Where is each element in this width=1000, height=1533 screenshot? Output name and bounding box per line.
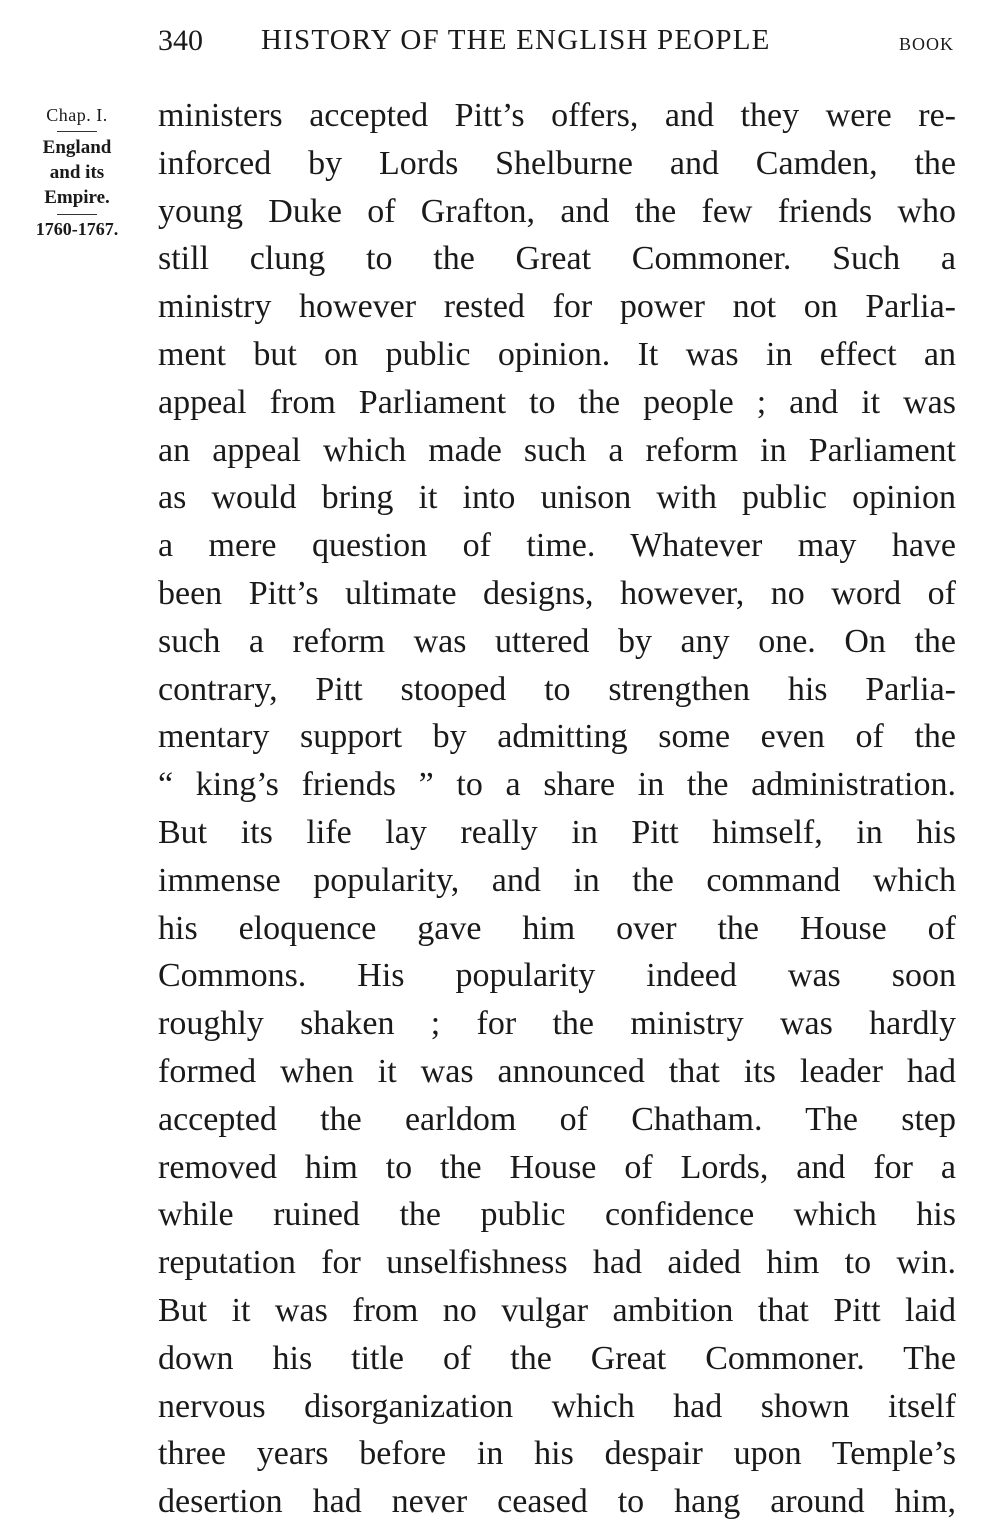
date-range: 1760-1767. bbox=[35, 219, 119, 239]
page-number: 340 bbox=[158, 24, 203, 57]
section-title-line-3: Empire. bbox=[44, 187, 110, 208]
page-header bbox=[158, 22, 958, 62]
text-line: a mere question of time. Whatever may have bbox=[158, 527, 956, 565]
text-line: accepted the earldom of Chatham. The step bbox=[158, 1100, 956, 1138]
text-line: But it was from no vulgar ambition that Pitt laid bbox=[158, 1291, 956, 1329]
margin-rule bbox=[57, 214, 97, 215]
book-label: BOOK bbox=[898, 34, 954, 54]
section-title-line-2: and its bbox=[49, 162, 105, 183]
text-line: ministers accepted Pitt’s offers, and they were re- bbox=[158, 97, 956, 134]
text-line: contrary, Pitt stooped to strengthen his Parlia- bbox=[158, 670, 956, 708]
text-line: while ruined the public confidence which his bbox=[158, 1196, 956, 1234]
text-line: “ king’s friends ” to a share in the administration. bbox=[158, 766, 956, 804]
text-line: immense popularity, and in the command which bbox=[158, 861, 956, 899]
chapter-label: Chap. I. bbox=[46, 105, 108, 125]
text-line: nervous disorganization which had shown itself bbox=[158, 1387, 956, 1425]
text-line: formed when it was announced that its leader had bbox=[158, 1052, 956, 1090]
text-line: young Duke of Grafton, and the few friends who bbox=[158, 192, 956, 230]
margin-rule bbox=[57, 131, 97, 132]
body-text bbox=[158, 92, 956, 1526]
text-line: desertion had never ceased to hang around him, bbox=[158, 1483, 956, 1521]
text-line: mentary support by admitting some even of the bbox=[158, 718, 956, 756]
text-line: ministry however rested for power not on Parlia- bbox=[158, 288, 956, 326]
text-line: his eloquence gave him over the House of bbox=[158, 909, 956, 947]
text-line: appeal from Parliament to the people ; and it was bbox=[158, 383, 956, 421]
running-title: HISTORY OF THE ENGLISH PEOPLE bbox=[261, 24, 771, 56]
text-line: three years before in his despair upon Temple’s bbox=[158, 1435, 956, 1473]
text-line: inforced by Lords Shelburne and Camden, the bbox=[158, 144, 956, 182]
text-line: been Pitt’s ultimate designs, however, no word of bbox=[158, 574, 956, 612]
marginal-notes bbox=[18, 100, 136, 240]
text-line: reputation for unselfishness had aided him to win. bbox=[158, 1244, 956, 1282]
text-line: as would bring it into unison with public opinion bbox=[158, 479, 956, 517]
section-title-line-1: England bbox=[42, 137, 112, 158]
text-line: ment but on public opinion. It was in effect an bbox=[158, 335, 956, 373]
text-line: still clung to the Great Commoner. Such a bbox=[158, 240, 956, 278]
text-line: But its life lay really in Pitt himself, in his bbox=[158, 813, 956, 851]
text-line: removed him to the House of Lords, and for a bbox=[158, 1148, 956, 1186]
text-line: roughly shaken ; for the ministry was hardly bbox=[158, 1005, 956, 1043]
text-line: an appeal which made such a reform in Parliament bbox=[158, 431, 956, 469]
text-line: such a reform was uttered by any one. On the bbox=[158, 622, 956, 660]
text-line: down his title of the Great Commoner. The bbox=[158, 1339, 956, 1377]
text-line: Commons. His popularity indeed was soon bbox=[158, 957, 956, 995]
